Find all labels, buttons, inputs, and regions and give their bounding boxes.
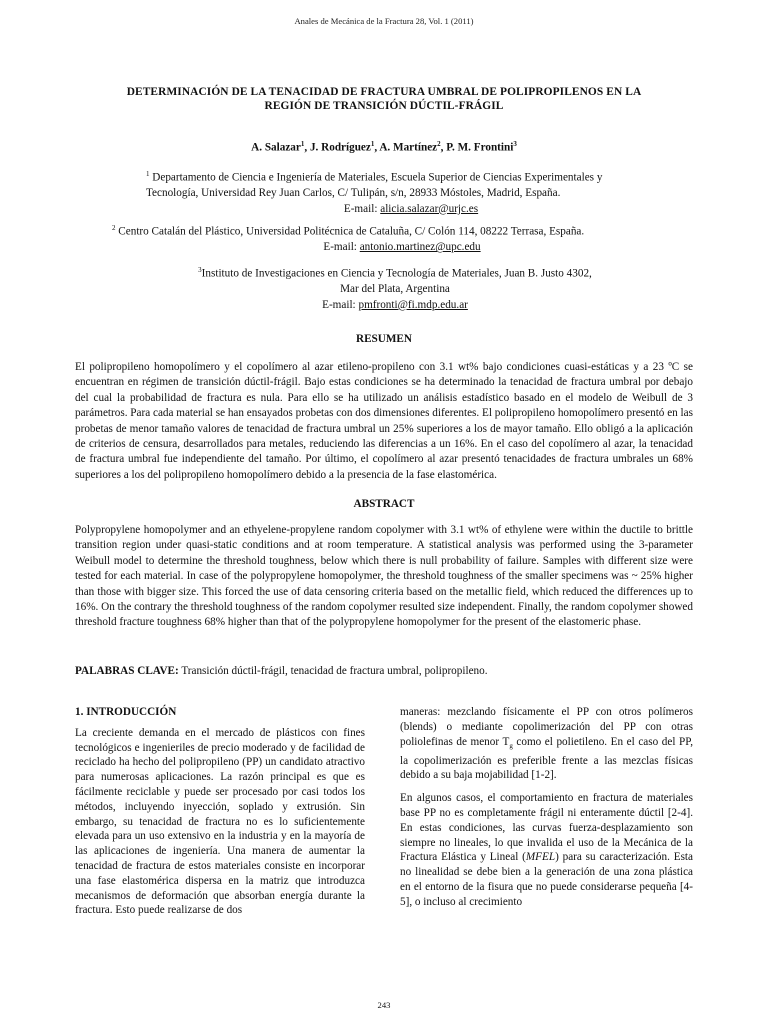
author-affiliation-mark: 3 bbox=[513, 140, 517, 148]
abstract-heading: ABSTRACT bbox=[353, 498, 415, 510]
running-header: Anales de Mecánica de la Fractura 28, Vol. 1 (2011) bbox=[294, 16, 474, 26]
affiliation-mark: 3 bbox=[198, 266, 202, 274]
section-title: 1. INTRODUCCIÓN bbox=[75, 706, 177, 718]
paragraph-text: maneras: mezclando físicamente el PP con otros polímeros (blends) o mediante copolimerización del PP con otras poliolefinas de menor T bbox=[400, 706, 693, 748]
author-list: A. Salazar$^1$, J. Rodríguez$^1$, A. Martínez$^2$, P. M. Frontini$^3$ bbox=[251, 140, 517, 154]
keywords bbox=[75, 664, 693, 679]
affiliation-text: Tecnología, Universidad Rey Juan Carlos, C/ Tulipán, s/n, 28933 Móstoles, Madrid, España. bbox=[146, 187, 561, 200]
affiliation-3 bbox=[150, 263, 640, 313]
paragraph bbox=[400, 705, 693, 783]
email-link[interactable]: antonio.martinez@upc.edu bbox=[359, 241, 481, 254]
email-label: E-mail: bbox=[343, 202, 378, 215]
keywords-text: Transición dúctil-frágil, tenacidad de fractura umbral, polipropileno. bbox=[178, 665, 488, 677]
column-right bbox=[400, 705, 693, 918]
author-name: A. Martínez bbox=[379, 141, 438, 154]
paragraph-text: En algunos casos, el comportamiento en fractura de materiales base PP no es completamente frágil ni enteramente dúctil [2-4]. En estas condiciones, las curvas fuerza-desplazamiento son siempre no lineales, lo que invalida el uso de la Mecánica de la Fractura Elástica y Lineal ( bbox=[400, 792, 693, 864]
page-number: 243 bbox=[377, 1000, 391, 1010]
author-name: J. Rodríguez bbox=[309, 141, 371, 154]
affiliation-text: Departamento de Ciencia e Ingeniería de Materiales, Escuela Superior de Ciencias Experimentales y bbox=[152, 171, 603, 184]
email-label: E-mail: bbox=[322, 298, 356, 311]
affiliation-mark: 2 bbox=[112, 224, 116, 232]
affiliation-text: Centro Catalán del Plástico, Universidad Politécnica de Cataluña, C/ Colón 114, 08222 Terrasa, España. bbox=[118, 225, 585, 238]
title-line-1: DETERMINACIÓN DE LA TENACIDAD DE FRACTURA UMBRAL DE POLIPROPILENOS EN LA bbox=[126, 86, 642, 98]
acronym-italic: MFEL bbox=[525, 851, 556, 864]
affiliation-mark: 1 bbox=[146, 170, 150, 178]
affiliation-email-line bbox=[146, 202, 686, 218]
column-left bbox=[75, 705, 365, 926]
author-affiliation-mark: 1 bbox=[370, 140, 375, 148]
affiliation-2 bbox=[112, 221, 672, 256]
author-name: P. M. Frontini bbox=[446, 141, 514, 154]
resumen-text: El polipropileno homopolímero y el copolímero al azar etileno-propileno con 3.1 wt% bajo condiciones cuasi-estáticas y a 23 ºC se encuentran en régimen de transición dúctil-frágil. Bajo estas condiciones se ha determinado la tenacidad de fractura umbral por debajo del cual la probabilidad de fractura es nula. Para ello se ha utilizado un análisis estadístico basado en el modelo de Weibull de 3 parámetros. Para cada material se han ensayados probetas con dos dimensiones diferentes. El polipropileno homopolímero presentó en las probetas de menor tamaño valores de tenacidad de fractura umbral un 25% superiores a los de mayor tamaño. Ello obligó a la aplicación de criterios de censura, desarrollados para metales, reduciendo las diferencias a un 16%. En el caso del copolímero al azar, la tenacidad de fractura umbral fue independiente del tamaño. Por último, el copolímero al azar presentó tenacidades de fractura umbrales un 68% superiores a los del polipropileno homopolímero debido a la presencia de la fase elastomérica. bbox=[75, 361, 693, 481]
paragraph: La creciente demanda en el mercado de plásticos con fines tecnológicos e ingenieriles de precio moderado y de facilidad de reciclado ha hecho del polipropileno (PP) un candidato atractivo para numerosas aplicaciones. La razón principal es que es fácilmente reciclable y puede ser procesado por casi todos los métodos, incluyendo inyección, soplado y extrusión. Sin embargo, su tenacidad de fractura no es lo suficientemente elevada para un uso extensivo en la industria y en la mayoría de las aplicaciones de ingeniería. Una manera de aumentar la tenacidad de fractura de estos materiales consiste en incorporar una fase elastomérica dispersa en la matriz que introduzca mecanismos de deformación que absorban energía durante la fractura. Esto puede realizarse de dos bbox=[75, 726, 365, 917]
paragraph-text: como el polietileno. En el caso del PP, la copolimerización es preferible frente a las mezclas físicas debido a su baja mojabilidad [1-2]. bbox=[400, 735, 694, 782]
affiliation-text: Instituto de Investigaciones en Ciencia y Tecnología de Materiales, Juan B. Justo 4302, bbox=[201, 267, 592, 280]
author-name: A. Salazar bbox=[251, 141, 301, 154]
paper-title bbox=[80, 85, 688, 113]
affiliation-1 bbox=[146, 167, 686, 217]
keywords-label: PALABRAS CLAVE: bbox=[75, 665, 179, 677]
author-affiliation-mark: 2 bbox=[437, 140, 441, 148]
paragraph-text: ) para su caracterización. Esta no linealidad se debe bien a la generación de una zona plástica en el entorno de la fisura que no puede considerarse pequeña [4-5], o incluso al crecimiento bbox=[400, 851, 693, 908]
affiliation-email-line bbox=[112, 240, 672, 256]
affiliation-text: Mar del Plata, Argentina bbox=[340, 283, 450, 296]
subscript: g bbox=[509, 741, 513, 750]
paragraph bbox=[400, 791, 693, 909]
resumen-heading: RESUMEN bbox=[356, 333, 412, 345]
title-line-2: REGIÓN DE TRANSICIÓN DÚCTIL-FRÁGIL bbox=[264, 100, 504, 112]
email-link[interactable]: alicia.salazar@urjc.es bbox=[380, 202, 479, 215]
email-label: E-mail: bbox=[323, 241, 357, 254]
email-link[interactable]: pmfronti@fi.mdp.edu.ar bbox=[358, 298, 468, 311]
abstract-text: Polypropylene homopolymer and an ethyelene-propylene random copolymer with 3.1 wt% of ethylene were within the ductile to brittle transition region under quasi-static conditions and at room temperature. A statistical analysis was performed using the 3-parameter Weibull model to determine the threshold toughness, below which there is null probability of failure. Samples with different size were tested for each material. In case of the polypropylene homopolymer, the threshold toughness of the smaller specimens was ~ 25% higher than those with bigger size. This forced the use of data censoring criteria based on the metallic field, which reduced the differences up to 16%. On the contrary the threshold toughness of the random copolymer resulted size independent. Finally, the random copolymer showed threshold fracture toughness 68% higher than that of the polypropylene homopolymer for the present of the elastomeric phase. bbox=[75, 524, 693, 629]
author-affiliation-mark: 1 bbox=[300, 140, 305, 148]
